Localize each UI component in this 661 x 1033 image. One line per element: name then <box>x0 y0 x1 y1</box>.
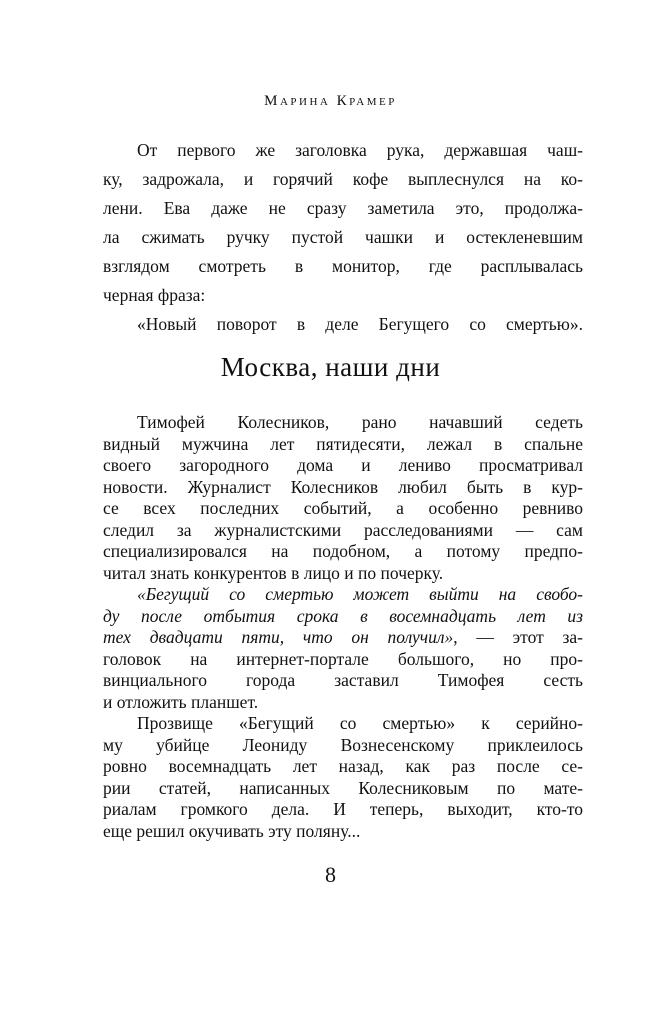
text-line: и отложить планшет. <box>103 691 259 712</box>
text-line: ровно восемнадцать лет назад, как раз после се- <box>103 756 583 776</box>
text-line: черная фраза: <box>103 285 206 305</box>
text-line: читал знать конкурентов в лицо и по почерку. <box>103 562 444 583</box>
text-line: видный мужчина лет пятидесяти, лежал в спальне <box>103 433 583 454</box>
quoted-headline-italic: тех двадцати пяти, что он получил» <box>103 627 454 647</box>
text-line: взглядом смотреть в монитор, где расплывалась <box>103 256 583 276</box>
text-line: новости. Журналист Колесников любил быть в кур- <box>103 476 583 497</box>
running-header-author: Марина Крамер <box>264 93 397 109</box>
text-line: головок на интернет-портале большого, но про- <box>103 648 583 669</box>
text-line-italic: «Бегущий со смертью может выйти на свобо- <box>137 584 583 604</box>
text-line-italic: ду после отбытия срока в восемнадцать лет из <box>103 605 583 626</box>
text-line: ла сжимать ручку пустой чашки и остекленевшим <box>103 227 583 247</box>
text-line: рии статей, написанных Колесниковым по мате- <box>103 777 583 798</box>
text-line: следил за журналистскими расследованиями — сам <box>103 519 583 540</box>
text-line: риалам громкого дела. И теперь, выходит, кто-то <box>103 799 583 819</box>
text-line-mixed <box>103 627 583 649</box>
text-line: ку, задрожала, и горячий кофе выплеснулся на ко- <box>103 169 583 189</box>
text-line: Прозвище «Бегущий со смертью» к серийно- <box>137 713 583 733</box>
text-line: еще решил окучивать эту поляну... <box>103 820 361 841</box>
text-line: От первого же заголовка рука, державшая чаш- <box>137 140 583 160</box>
text-line: своего загородного дома и лениво просматривал <box>103 455 583 475</box>
section-heading: Москва, наши дни <box>220 352 441 382</box>
text-line: «Новый поворот в деле Бегущего со смертью». <box>137 314 583 334</box>
text-line: му убийце Леониду Вознесенскому приклеилось <box>103 734 583 755</box>
text-line: винциального города заставил Тимофея сесть <box>103 670 583 690</box>
text-line: Тимофей Колесников, рано начавший седеть <box>137 412 583 432</box>
text-line: специализировался на подобном, а потому предпо- <box>103 541 583 561</box>
text-line: лени. Ева даже не сразу заметила это, продолжа- <box>103 198 583 218</box>
page-number: 8 <box>325 862 336 887</box>
text-line-continuation: , — этот за- <box>453 627 583 647</box>
text-line: се всех последних событий, а особенно ревниво <box>103 498 583 518</box>
